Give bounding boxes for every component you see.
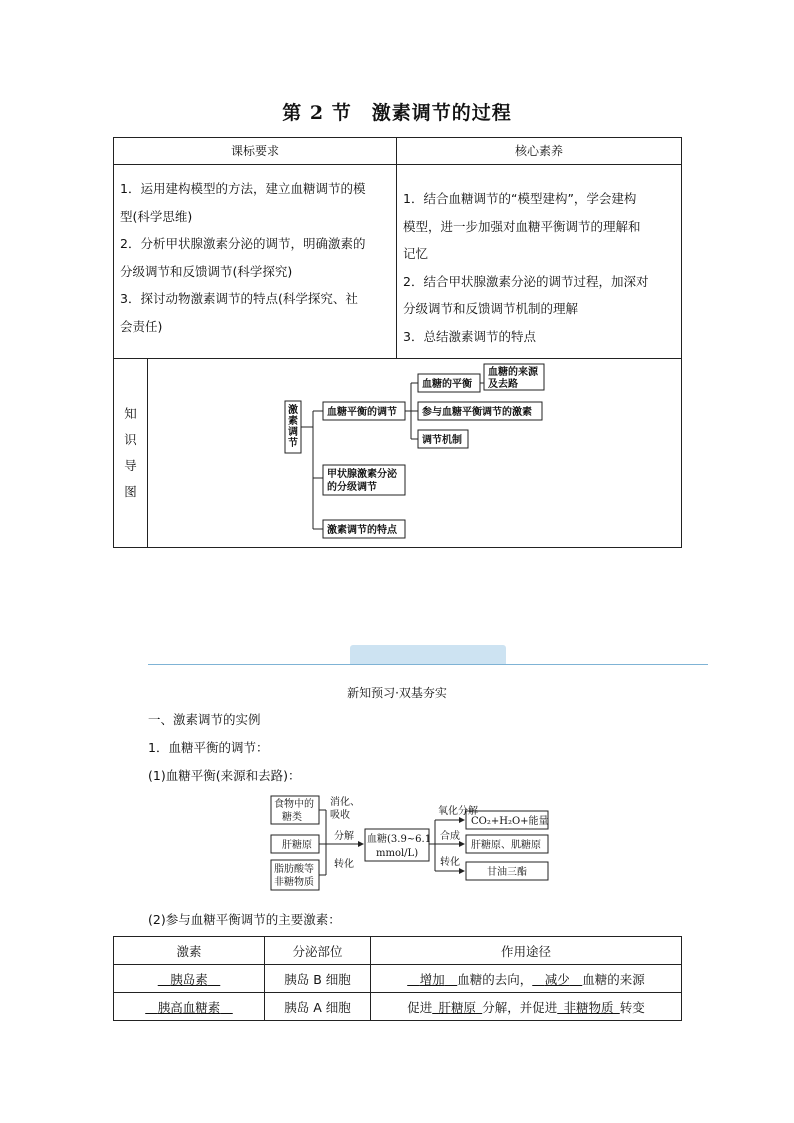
map-branch-glucose: 血糖平衡的调节 [327, 407, 397, 418]
section-divider [148, 664, 708, 665]
knowledge-map-label: 知 识 导 图 [114, 359, 148, 548]
sub-main-hormones: (2)参与血糖平衡调节的主要激素： [148, 912, 341, 927]
col-header: 作用途径 [371, 937, 682, 965]
map-regulation-mechanism: 调节机制 [422, 435, 462, 446]
sub-glucose-balance: (1)血糖平衡(来源和去路)： [148, 768, 301, 783]
knowledge-map [148, 359, 682, 549]
map-root: 激 素 调 节 [288, 405, 298, 449]
col2-header: 核心素养 [397, 138, 682, 165]
table-row [114, 965, 682, 993]
out-label-synthesis: 合成 [440, 831, 460, 842]
map-glucose-hormones: 参与血糖平衡调节的激素 [422, 407, 532, 418]
col-header: 激素 [114, 937, 265, 965]
core-literacy-cell [397, 165, 682, 359]
col1-header: 课标要求 [114, 138, 397, 165]
output-glycogen: 肝糖原、肌糖原 [471, 840, 541, 851]
map-glucose-balance: 血糖的平衡 [422, 379, 472, 390]
hormone-name: 胰高血糖素 [114, 993, 265, 1021]
blood-glucose-center: 血糖(3.9~6.1 mmol/L) [367, 834, 432, 859]
section-header: 新知预习·双基夯实 [347, 686, 447, 700]
core-literacy: 1．结合血糖调节的“模型建构”，学会建构 模型，进一步加强对血糖平衡调节的理解和 记忆 2．结合甲状腺激素分泌的调节过程，加深对 分级调节和反馈调节机制的理解 3．总结激素调节的特点 [403, 191, 649, 344]
requirements-table [113, 137, 682, 548]
output-energy: CO₂+H₂O+能量 [471, 816, 549, 827]
source-food: 食物中的 糖类 [274, 799, 314, 823]
effect: 促进 肝糖原 分解，并促进 非糖物质 转变 [371, 993, 682, 1021]
map-glucose-source: 血糖的来源 及去路 [488, 367, 538, 390]
out-label-convert: 转化 [440, 857, 460, 868]
secretion-site: 胰岛 A 细胞 [265, 993, 371, 1021]
arrow-label-convert: 转化 [334, 859, 354, 870]
knowledge-map-cell [148, 359, 682, 548]
glucose-balance-diagram [268, 793, 558, 895]
output-triglyceride: 甘油三酯 [487, 867, 527, 878]
curriculum-requirements-cell [114, 165, 397, 359]
section-tab [350, 645, 506, 665]
col-header: 分泌部位 [265, 937, 371, 965]
secretion-site: 胰岛 B 细胞 [265, 965, 371, 993]
arrow-label-decompose: 分解 [334, 831, 354, 842]
source-liver-glycogen: 肝糖原 [282, 840, 312, 851]
heading-hormone-examples: 一、激素调节的实例 [148, 712, 261, 727]
hormone-table [113, 936, 682, 1021]
map-branch-features: 激素调节的特点 [327, 525, 397, 536]
arrow-label-digest: 消化、 吸收 [330, 797, 360, 821]
effect: 增加 血糖的去向， 减少 血糖的来源 [371, 965, 682, 993]
item-glucose-regulation: 1．血糖平衡的调节： [148, 740, 269, 755]
out-label-oxidation: 氧化分解 [438, 806, 478, 817]
curriculum-requirements: 1．运用建构模型的方法，建立血糖调节的模 型(科学思维) 2．分析甲状腺激素分泌的调节，明确激素的 分级调节和反馈调节(科学探究) 3．探讨动物激素调节的特点(科学探究、社 会责任) [120, 181, 366, 334]
map-branch-thyroid: 甲状腺激素分泌 的分级调节 [327, 469, 397, 493]
hormone-name: 胰岛素 [114, 965, 265, 993]
source-non-sugar: 脂肪酸等 非糖物质 [274, 864, 314, 888]
page-title: 第 2 节 激素调节的过程 [282, 102, 512, 124]
table-row [114, 993, 682, 1021]
